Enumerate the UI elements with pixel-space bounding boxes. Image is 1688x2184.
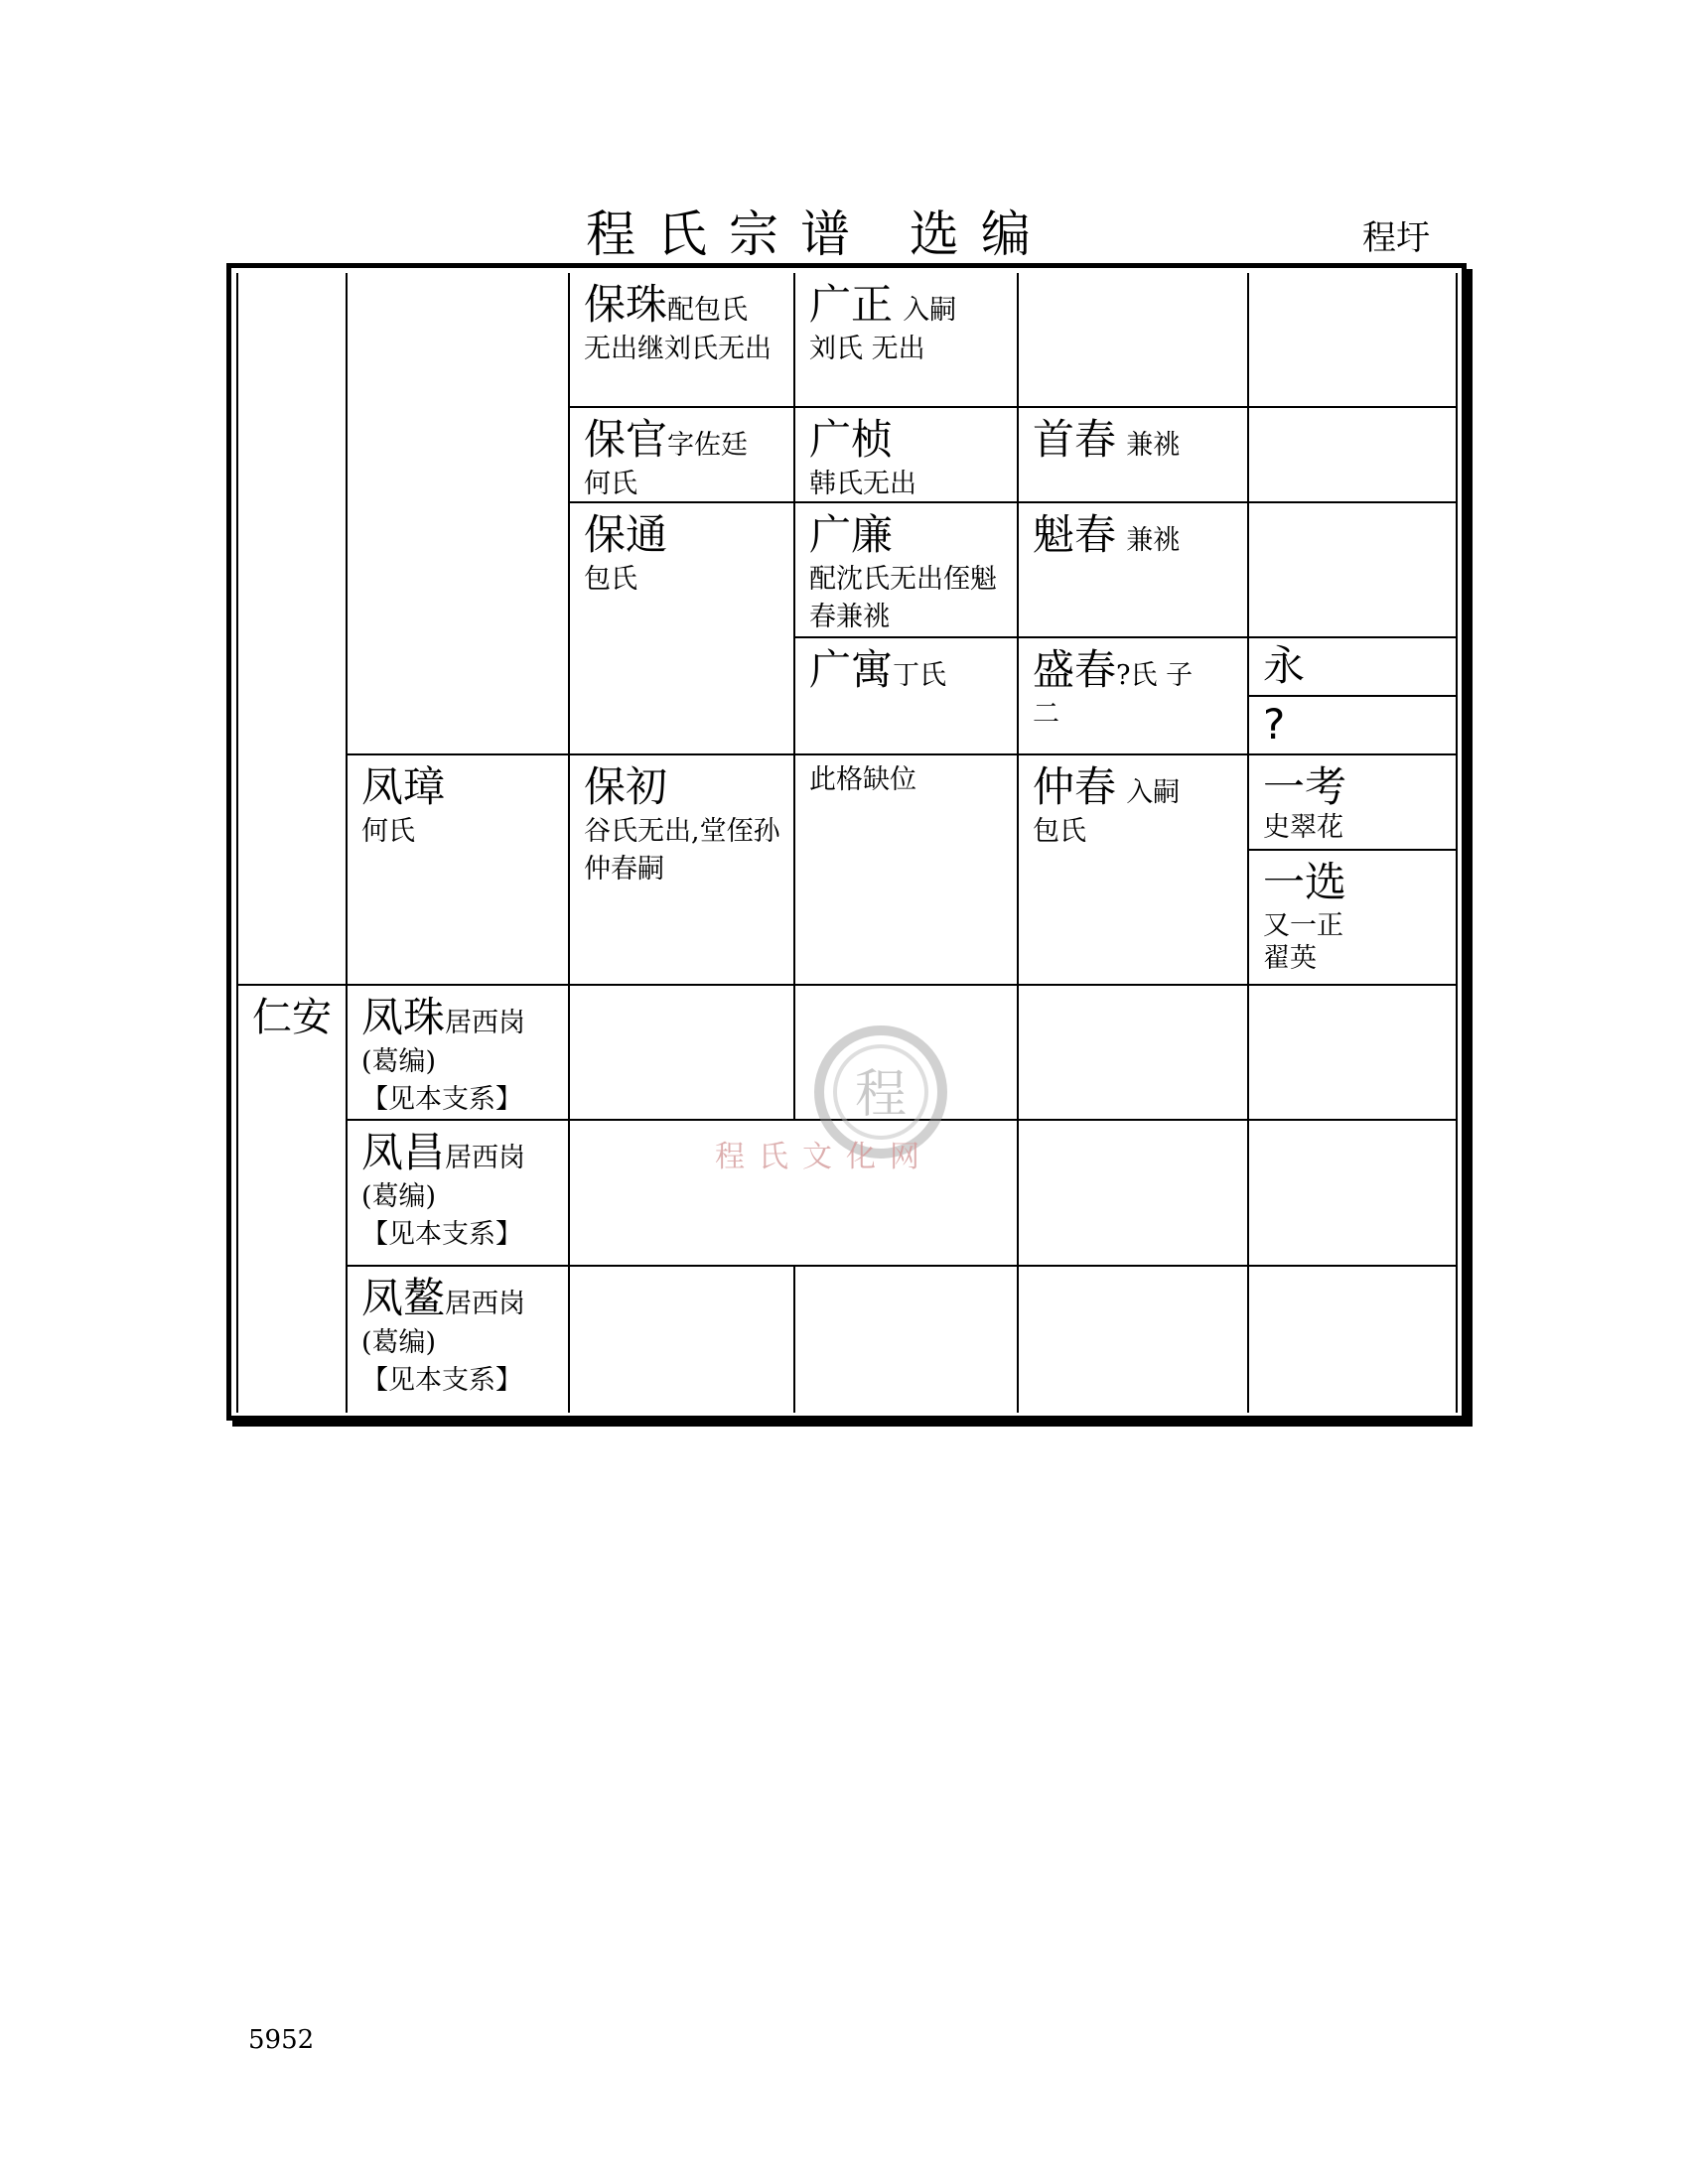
table-cell (1249, 638, 1458, 697)
person-note: 二 (1033, 699, 1059, 730)
person-note: 兼祧 (1126, 430, 1181, 461)
person-name: 保通 (584, 510, 668, 559)
person-name: ? (1263, 700, 1286, 749)
table-cell (348, 1267, 570, 1413)
person-note: 【见本支系】 (361, 1084, 522, 1115)
table-cell (570, 273, 795, 408)
table-cell (795, 273, 1019, 408)
watermark-site-text: 程氏文化网 (715, 1140, 933, 1174)
table-cell (570, 408, 795, 503)
person-note: 居西岗 (445, 1143, 526, 1173)
person-note: 居西岗 (445, 1289, 526, 1319)
seal-character: 程 (854, 1065, 908, 1125)
region-name: 仁安 (252, 995, 332, 1040)
table-cell (795, 1267, 1019, 1413)
person-name: 仲春 (1033, 762, 1117, 811)
person-name: 凤昌 (361, 1128, 446, 1176)
table-cell (795, 503, 1019, 638)
person-name: 魁春 (1033, 510, 1117, 559)
table-cell (795, 755, 1019, 986)
table-cell (1249, 503, 1458, 638)
person-note: (葛编) (361, 1181, 437, 1212)
table-cell (1019, 1267, 1249, 1413)
person-note: (葛编) (361, 1046, 437, 1077)
table-cell (1019, 986, 1249, 1121)
person-name: 一考 (1263, 762, 1347, 811)
page-title: 程氏宗谱 选编 (586, 205, 1053, 263)
person-note: 字佐廷 (667, 430, 749, 461)
person-note: 何氏 (584, 469, 637, 499)
person-note: 包氏 (1033, 816, 1086, 847)
person-name: 一选 (1263, 858, 1347, 906)
person-name: 保珠 (584, 280, 668, 329)
person-note: 【见本支系】 (361, 1219, 522, 1250)
table-cell (1019, 408, 1249, 503)
table-cell (1249, 697, 1458, 755)
table-cell (570, 755, 795, 986)
table-cell (1019, 755, 1249, 986)
table-cell (1249, 851, 1458, 986)
person-name: 凤璋 (361, 762, 446, 811)
person-note: 翟英 (1263, 943, 1317, 974)
person-note: 又一正 (1263, 910, 1343, 941)
person-name: 凤珠 (361, 993, 446, 1041)
person-name: 广桢 (809, 415, 894, 464)
person-name: 广寓 (809, 645, 894, 694)
person-note: 丁氏 (893, 660, 947, 691)
genealogy-table (236, 273, 1458, 1413)
table-cell (236, 986, 348, 1413)
person-note: 居西岗 (445, 1008, 526, 1038)
missing-cell-note: 此格缺位 (809, 764, 916, 795)
table-cell (1249, 1121, 1458, 1267)
person-note: (葛编) (361, 1327, 437, 1358)
person-name: 广廉 (809, 510, 894, 559)
table-cell (1249, 273, 1458, 408)
table-cell (1019, 638, 1249, 755)
person-note: 配沈氏无出侄魁春兼祧 (809, 564, 997, 632)
table-cell (1249, 1267, 1458, 1413)
person-note: 韩氏无出 (809, 469, 916, 499)
table-cell (795, 408, 1019, 503)
table-cell (570, 1267, 795, 1413)
person-note: 包氏 (584, 564, 637, 595)
page-number: 5952 (248, 2025, 315, 2055)
person-name: 保初 (584, 762, 668, 811)
table-cell (348, 1121, 570, 1267)
person-name: 首春 (1033, 415, 1117, 464)
person-note: 配包氏 (667, 295, 749, 326)
person-note: 史翠花 (1263, 812, 1343, 843)
person-note: 何氏 (361, 816, 415, 847)
person-note: 兼祧 (1126, 525, 1181, 556)
table-cell (348, 273, 570, 755)
person-note: 无出继刘氏无出 (584, 334, 772, 364)
table-cell (570, 503, 795, 755)
table-cell (1249, 986, 1458, 1121)
branch-name: 程圩 (1362, 218, 1430, 258)
table-cell (236, 273, 348, 986)
table-cell (348, 755, 570, 986)
person-note: 谷氏无出,堂侄孙仲春嗣 (584, 816, 780, 885)
person-name: 广正 (809, 280, 894, 329)
table-cell (1019, 1121, 1249, 1267)
table-cell (348, 986, 570, 1121)
table-cell (1019, 503, 1249, 638)
person-name: 永 (1263, 641, 1306, 690)
table-cell (1019, 273, 1249, 408)
table-cell (570, 986, 795, 1121)
table-cell (1249, 408, 1458, 503)
person-note: 入嗣 (903, 295, 957, 326)
person-note: 入嗣 (1126, 777, 1181, 808)
person-name: 盛春 (1033, 645, 1117, 694)
table-cell (795, 638, 1019, 755)
person-note: 刘氏 无出 (809, 334, 925, 364)
person-name: 凤鳌 (361, 1274, 446, 1322)
table-cell (1249, 755, 1458, 851)
person-note: ?氏 子 (1116, 660, 1194, 691)
person-name: 保官 (584, 415, 668, 464)
person-note: 【见本支系】 (361, 1365, 522, 1396)
